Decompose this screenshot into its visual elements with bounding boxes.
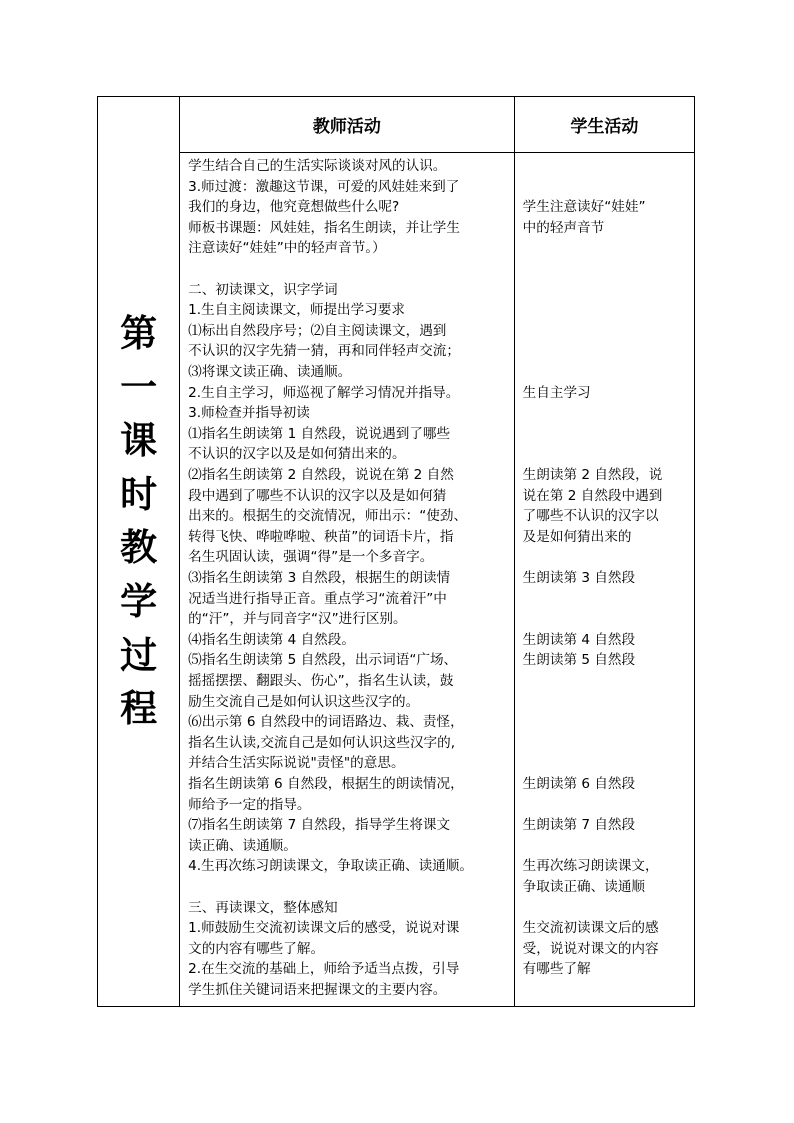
teacher-text-line: 文的内容有哪些了解。	[188, 940, 325, 957]
teacher-text-line: 4.生再次练习朗读课文，争取读正确、读通顺。	[188, 858, 473, 875]
teacher-text-line: 指名生认读,交流自己是如何认识这些汉字的,	[188, 734, 456, 751]
student-activity-header: 学生活动	[514, 97, 694, 153]
student-text-line: 生朗读第 2 自然段，说	[522, 467, 663, 483]
student-text-line: 生再次练习朗读课文，	[522, 858, 659, 875]
teacher-text-line: 摇摇摆摆、翻跟头、伤心”，指名生认读，鼓	[188, 673, 454, 689]
student-activity-cell	[514, 153, 694, 1007]
student-text-line: 生朗读第 6 自然段	[522, 776, 636, 792]
teacher-text-line: 出来的。根据生的交流情况，师出示：“使劲、	[188, 508, 468, 525]
teacher-text-line: ⑶指名生朗读第 3 自然段，根据生的朗读情	[188, 570, 451, 586]
teacher-text-line: 况适当进行指导正音。重点学习“流着汗”中	[188, 590, 447, 607]
teacher-text-line: 2.生自主学习，师巡视了解学习情况并指导。	[188, 384, 460, 401]
side-title	[98, 307, 179, 736]
student-text-line: 生朗读第 7 自然段	[522, 817, 636, 834]
teacher-text-line: 读正确、读通顺。	[188, 837, 297, 854]
teacher-text-line: 我们的身边，他究竟想做些什么呢?	[188, 199, 400, 216]
teacher-text-line: ⑺指名生朗读第 7 自然段，指导学生将课文	[188, 817, 451, 834]
student-text-line: 了哪些不认识的汉字以	[522, 508, 659, 525]
teacher-text-line: ⑹出示第 6 自然段中的词语路边、栽、责怪，	[188, 714, 464, 731]
side-title-cell	[98, 97, 180, 1007]
teacher-text-line: ⑴指名生朗读第 1 自然段，说说遇到了哪些	[188, 425, 451, 442]
teacher-text-line: 1.生自主阅读课文，师提出学习要求	[188, 302, 405, 319]
teacher-text-line: 学生抓住关键词语来把握课文的主要内容。	[188, 982, 447, 998]
teacher-text-line: 不认识的汉字先猜一猜，再和同伴轻声交流；	[188, 343, 460, 360]
teacher-text-line: ⑴标出自然段序号；⑵自主阅读课文，遇到	[188, 322, 447, 339]
student-text-line: 生朗读第 5 自然段	[522, 652, 636, 669]
student-text-line: 生交流初读课文后的感	[522, 920, 659, 937]
student-text-line: 及是如何猜出来的	[522, 528, 632, 545]
side-title-char: 第	[120, 311, 158, 355]
teacher-text-line: 3.师检查并指导初读	[188, 405, 310, 422]
teacher-text-line: 名生巩固认读，强调“得”是一个多音字。	[188, 549, 434, 566]
teacher-text-line: 不认识的汉字以及是如何猜出来的。	[188, 446, 406, 463]
student-text-line: 生自主学习	[522, 384, 591, 401]
teacher-text-line: 3.师过渡：激趣这节课，可爱的风娃娃来到了	[188, 178, 460, 195]
teacher-text-line: 三、再读课文，整体感知	[188, 899, 338, 916]
student-text-line: 争取读正确、读通顺	[522, 879, 646, 895]
side-title-char: 时	[120, 471, 158, 516]
side-title-char: 程	[120, 686, 158, 731]
teacher-text-line: 转得飞快、哗啦哗啦、秧苗”的词语卡片，指	[188, 528, 454, 545]
teacher-text-line: 段中遇到了哪些不认识的汉字以及是如何猜	[188, 487, 447, 504]
teacher-text-line: ⑵指名生朗读第 2 自然段，说说在第 2 自然	[188, 467, 454, 483]
student-text-line: 生朗读第 3 自然段	[522, 570, 636, 586]
side-title-char: 一	[120, 364, 158, 409]
teacher-text-line: 的“汗”，并与同音字“汉”进行区别。	[188, 611, 407, 628]
side-title-char: 学	[120, 578, 158, 623]
lesson-process-table	[97, 96, 695, 1007]
teacher-text-line: 师板书课题：风娃娃，指名生朗读，并让学生	[188, 219, 460, 236]
teacher-text-line: 1.师鼓励生交流初读课文后的感受，说说对课	[188, 920, 460, 937]
teacher-activity-cell	[180, 153, 515, 1007]
teacher-text-line: 并结合生活实际说说"责怪"的意思。	[188, 755, 405, 772]
teacher-activity-header: 教师活动	[180, 97, 515, 153]
teacher-text-line: 2.在生交流的基础上，师给予适当点拨，引导	[188, 961, 460, 978]
student-text-line: 有哪些了解	[522, 961, 591, 978]
teacher-text-line: 注意读好“娃娃”中的轻声音节。）	[188, 240, 386, 257]
teacher-text-line: 学生结合自己的生活实际谈谈对风的认识。	[188, 158, 447, 174]
body-row	[98, 153, 695, 1007]
student-text-line: 说在第 2 自然段中遇到	[522, 487, 663, 504]
header-row	[98, 97, 695, 153]
teacher-text-line: 指名生朗读第 6 自然段，根据生的朗读情况，	[188, 776, 464, 792]
teacher-text-line: 励生交流自己是如何认识这些汉字的。	[188, 693, 420, 710]
student-text-line: 受，说说对课文的内容	[522, 940, 659, 957]
side-title-char: 教	[120, 525, 158, 570]
student-text-line: 学生注意读好“娃娃”	[522, 199, 646, 216]
teacher-text-line: 师给予一定的指导。	[188, 796, 311, 813]
teacher-text-line: 二、初读课文，识字学词	[188, 281, 338, 298]
side-title-char: 课	[120, 418, 158, 463]
teacher-text-line: ⑶将课文读正确、读通顺。	[188, 364, 352, 380]
teacher-text-line: ⑸指名生朗读第 5 自然段，出示词语“广场、	[188, 652, 458, 669]
teacher-text-line: ⑷指名生朗读第 4 自然段。	[188, 631, 355, 648]
student-text-line: 中的轻声音节	[522, 219, 605, 236]
student-text-line: 生朗读第 4 自然段	[522, 631, 636, 648]
side-title-char: 过	[120, 632, 158, 677]
